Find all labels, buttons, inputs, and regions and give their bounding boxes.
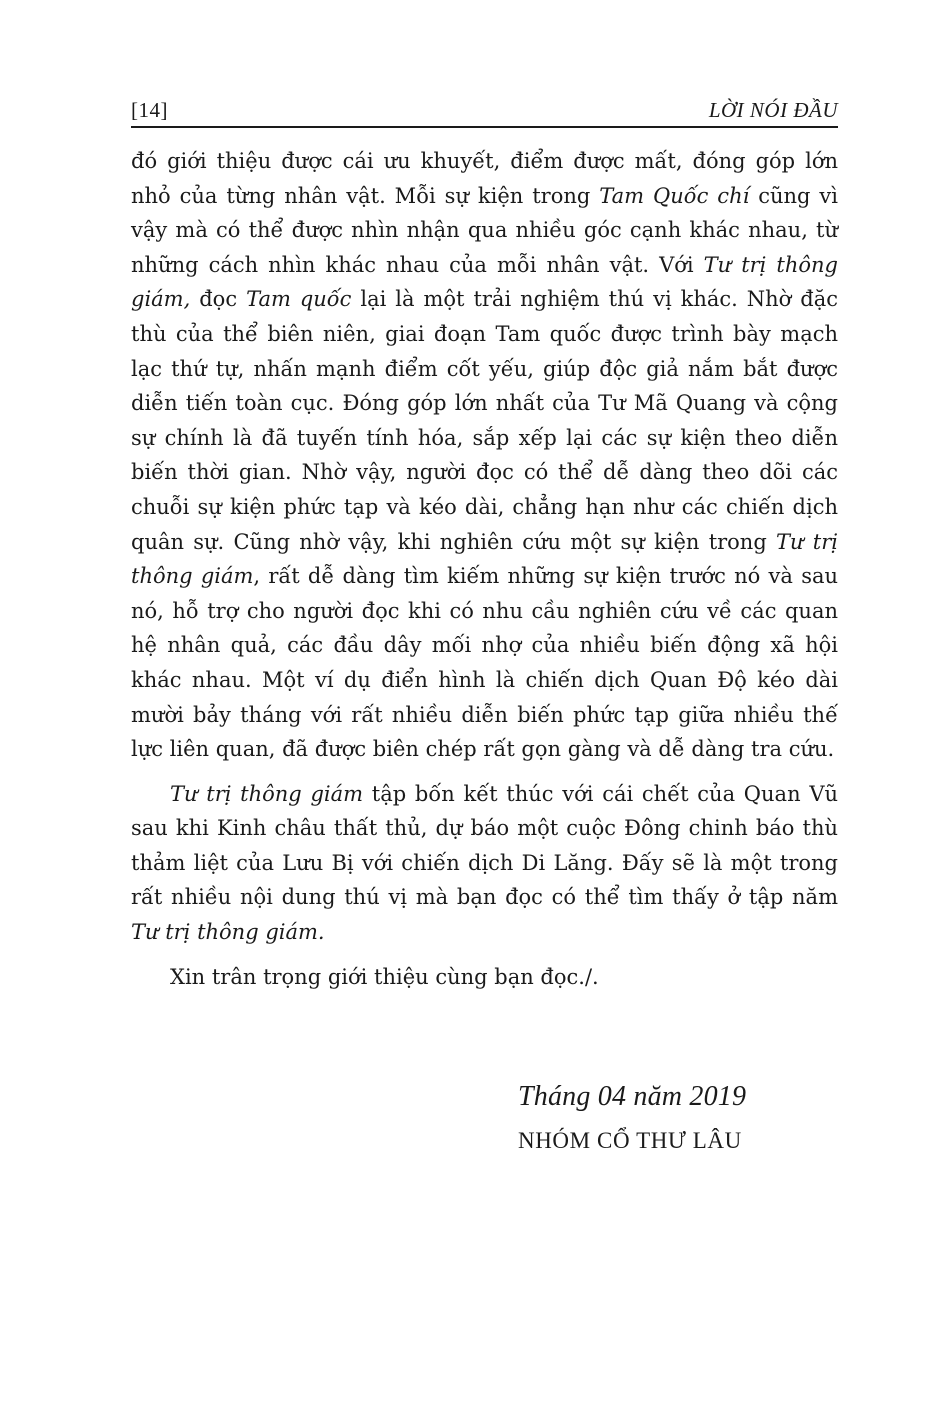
italic-text-segment: Tư trị thông giám (170, 781, 364, 806)
italic-text-segment: Tư trị thông giám (131, 529, 839, 589)
italic-text-segment: Tam quốc (246, 287, 352, 312)
page-header (131, 96, 838, 128)
text-segment: , rất dễ dàng tìm kiếm những sự kiện trước nó và sau nó, hỗ trợ cho người đọc khi có nhu cầu nghiên cứu về các quan hệ nhân quả, các đầu dây mối nhợ của nhiều biến động xã hội khác nhau. Một ví dụ điển hình là chiến dịch Quan Độ kéo dài mười bảy tháng với rất nhiều diễn biến phức tạp giữa nhiều thế lực liên quan, đã được biên chép rất gọn gàng và dễ dàng tra cứu. (131, 564, 839, 762)
body-text (131, 144, 838, 994)
signature-date: Tháng 04 năm 2019 (518, 1081, 747, 1112)
italic-text-segment: Tư trị thông giám, (131, 252, 838, 312)
paragraph (131, 960, 838, 995)
text-segment: đọc (190, 287, 247, 312)
running-head: LỜI NÓI ĐẦU (708, 98, 838, 122)
paragraph (131, 144, 838, 767)
text-segment: Xin trân trọng giới thiệu cùng bạn đọc./. (170, 964, 599, 989)
signature-organization: NHÓM CỔ THƯ LÂU (518, 1128, 742, 1153)
text-segment: lại là một trải nghiệm thú vị khác. Nhờ đặc thù của thể biên niên, giai đoạn Tam quốc được trình bày mạch lạc thứ tự, nhấn mạnh điểm cốt yếu, giúp độc giả nắm bắt được diễn tiến toàn cục. Đóng góp lớn nhất của Tư Mã Quang và cộng sự chính là đã tuyến tính hóa, sắp xếp lại các sự kiện theo diễn biến thời gian. Nhờ vậy, người đọc có thể dễ dàng theo dõi các chuỗi sự kiện phức tạp và kéo dài, chẳng hạn như các chiến dịch quân sự. Cũng nhờ vậy, khi nghiên cứu một sự kiện trong (131, 287, 839, 554)
italic-text-segment: Tam Quốc chí (599, 183, 750, 208)
page-number: [14] (131, 98, 168, 122)
text-segment: cũng vì vậy mà có thể được nhìn nhận qua nhiều góc cạnh khác nhau, từ những cách nhìn khác nhau của mỗi nhân vật. Với (131, 183, 839, 277)
italic-text-segment: Tư trị thông giám. (131, 920, 325, 945)
signature-block (518, 1078, 746, 1158)
text-segment: tập bốn kết thúc với cái chết của Quan Vũ sau khi Kinh châu thất thủ, dự báo một cuộc Đông chinh báo thù thảm liệt của Lưu Bị với chiến dịch Di Lăng. Đấy sẽ là một trong rất nhiều nội dung thú vị mà bạn đọc có thể tìm thấy ở tập năm (131, 781, 839, 910)
text-segment: đó giới thiệu được cái ưu khuyết, điểm được mất, đóng góp lớn nhỏ của từng nhân vật. Mỗi sự kiện trong (131, 149, 838, 208)
paragraph (131, 777, 838, 950)
